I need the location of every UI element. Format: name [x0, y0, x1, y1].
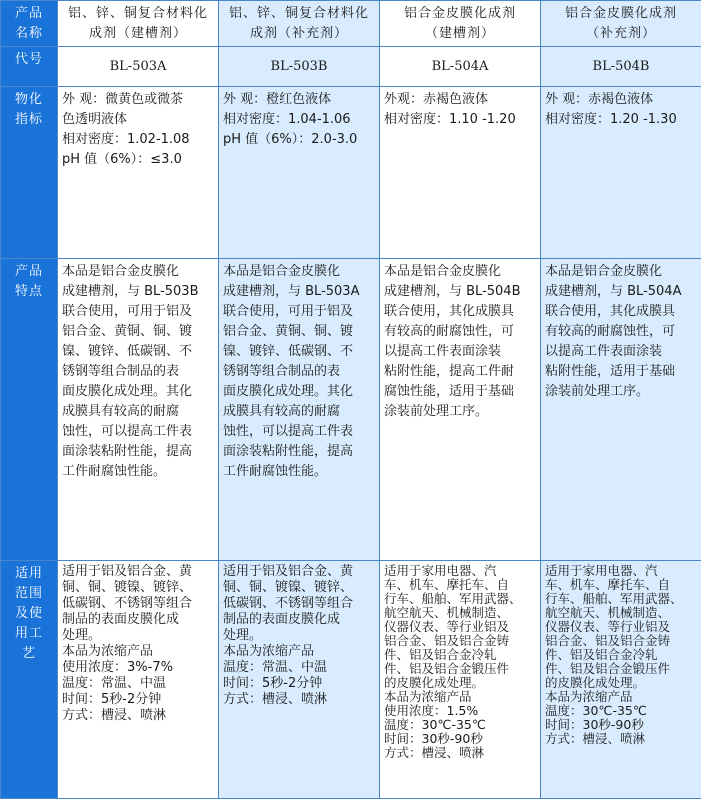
physchem-cell: 外 观：橙红色液体 相对密度：1.04-1.06 pH 值（6%）：2.0-3.0 [219, 87, 380, 259]
product-name-cell: 铝合金皮膜化成剂 （建槽剂） [380, 1, 541, 47]
product-code-cell: BL-504A [380, 47, 541, 87]
row-label-code: 代号 [1, 47, 58, 87]
features-cell: 本品是铝合金皮膜化 成建槽剂，与 BL-504B 联合使用，其化成膜具 有较高的耐腐蚀性，可 以提高工件表面涂装 粘附性能，提高工件耐 腐蚀性能，适用于基础 涂装前处理工序。 [380, 259, 541, 561]
row-label-features: 产品 特点 [1, 259, 58, 561]
product-name-cell: 铝合金皮膜化成剂 （补充剂） [541, 1, 701, 47]
product-code-cell: BL-503A [58, 47, 219, 87]
physchem-cell: 外 观：赤褐色液体 相对密度：1.20 -1.30 [541, 87, 701, 259]
row-features [1, 259, 701, 561]
physchem-cell: 外 观：微黄色或微茶 色透明液体 相对密度：1.02-1.08 pH 值（6%）：≤3.0 [58, 87, 219, 259]
row-product-name [1, 1, 701, 47]
row-product-code [1, 47, 701, 87]
product-code-cell: BL-504B [541, 47, 701, 87]
application-cell: 适用于铝及铝合金、黄 铜、铜、镀镍、镀锌、 低碳钢、不锈钢等组合 制品的表面皮膜化成 处理。 本品为浓缩产品 使用浓度：3%-7% 温度：常温、中温 时间：5秒-2分钟 方式：槽浸、喷淋 [58, 561, 219, 799]
features-cell: 本品是铝合金皮膜化 成建槽剂，与 BL-503A 联合使用，可用于铝及 铝合金、黄铜、铜、镀 镍、镀锌、低碳钢、不 锈钢等组合制品的表 面皮膜化成处理。其化 成膜具有较高的耐腐 蚀性，可以提高工件表 面涂装粘附性能，提高 工件耐腐蚀性能。 [219, 259, 380, 561]
row-label-application: 适用 范围 及使 用工 艺 [1, 561, 58, 799]
product-name-cell: 铝、锌、铜复合材料化 成剂（补充剂） [219, 1, 380, 47]
product-code-cell: BL-503B [219, 47, 380, 87]
application-cell: 适用于家用电器、汽 车、机车、摩托车、自 行车、船舶、军用武器、 航空航天、机械制造、 仪器仪表、等行业铝及 铝合金、铝及铝合金铸 件、铝及铝合金冷轧 件、铝及铝合金锻压件 的皮膜化成处理。 本品为浓缩产品 温度：30℃-35℃ 时间：30秒-90秒 方式：槽浸、喷淋 [541, 561, 701, 799]
physchem-cell: 外观：赤褐色液体 相对密度：1.10 -1.20 [380, 87, 541, 259]
product-name-cell: 铝、锌、铜复合材料化 成剂（建槽剂） [58, 1, 219, 47]
row-physchem [1, 87, 701, 259]
row-label-name: 产品 名称 [1, 1, 58, 47]
row-application [1, 561, 701, 799]
features-cell: 本品是铝合金皮膜化 成建槽剂，与 BL-504A 联合使用，其化成膜具 有较高的耐腐蚀性，可 以提高工件表面涂装 粘附性能，适用于基础 涂装前处理工序。 [541, 259, 701, 561]
features-cell: 本品是铝合金皮膜化 成建槽剂，与 BL-503B 联合使用，可用于铝及 铝合金、黄铜、铜、镀 镍、镀锌、低碳钢、不 锈钢等组合制品的表 面皮膜化成处理。其化 成膜具有较高的耐腐 蚀性，可以提高工件表 面涂装粘附性能，提高 工件耐腐蚀性能。 [58, 259, 219, 561]
row-label-physchem: 物化 指标 [1, 87, 58, 259]
application-cell: 适用于铝及铝合金、黄 铜、铜、镀镍、镀锌、 低碳钢、不锈钢等组合 制品的表面皮膜化成 处理。 本品为浓缩产品 温度：常温、中温 时间：5秒-2分钟 方式：槽浸、喷淋 [219, 561, 380, 799]
application-cell: 适用于家用电器、汽 车、机车、摩托车、自 行车、船舶、军用武器、 航空航天、机械制造、 仪器仪表、等行业铝及 铝合金、铝及铝合金铸 件、铝及铝合金冷轧 件、铝及铝合金锻压件 的皮膜化成处理。 本品为浓缩产品 使用浓度：1.5% 温度：30℃-35℃ 时间：30秒-90秒 方式：槽浸、喷淋 [380, 561, 541, 799]
